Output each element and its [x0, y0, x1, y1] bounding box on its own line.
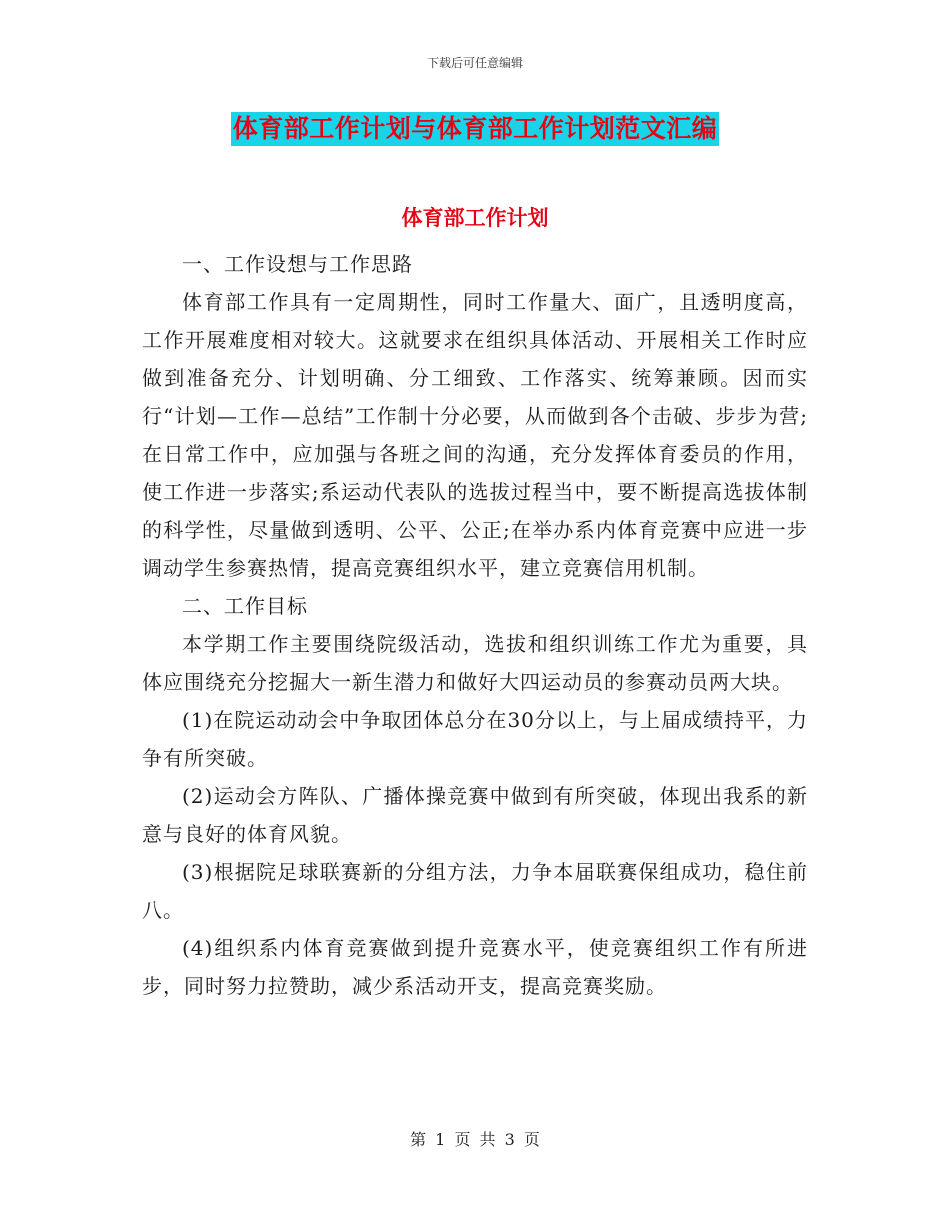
- goal-item-4: (4)组织系内体育竞赛做到提升竞赛水平，使竞赛组织工作有所进步，同时努力拉赞助，减少系活动开支，提高竞赛奖励。: [142, 936, 808, 998]
- document-body: [142, 245, 808, 1005]
- goal-item-1: (1)在院运动动会中争取团体总分在30分以上，与上届成绩持平，力争有所突破。: [142, 708, 808, 770]
- page-footer: 第 1 页 共 3 页: [410, 1130, 540, 1149]
- paragraph-work-ideas: 体育部工作具有一定周期性，同时工作量大、面广，且透明度高，工作开展难度相对较大。这就要求在组织具体活动、开展相关工作时应做到准备充分、计划明确、分工细致、工作落实、统筹兼顾。因而实行“计划—工作—总结”工作制十分必要，从而做到各个击破、步步为营;在日常工作中，应加强与各班之间的沟通，充分发挥体育委员的作用，使工作进一步落实;系运动代表队的选拔过程当中，要不断提高选拔体制的科学性，尽量做到透明、公平、公正;在举办系内体育竞赛中应进一步调动学生参赛热情，提高竞赛组织水平，建立竞赛信用机制。: [142, 290, 808, 580]
- heading-work-goals: 二、工作目标: [182, 594, 308, 618]
- document-title-wrap: [0, 112, 950, 146]
- section-title: 体育部工作计划: [401, 206, 549, 230]
- document-title: 体育部工作计划与体育部工作计划范文汇编: [231, 112, 720, 146]
- paragraph-work-goals: 本学期工作主要围绕院级活动，选拔和组织训练工作尤为重要，具体应围绕充分挖掘大一新生潜力和做好大四运动员的参赛动员两大块。: [142, 632, 808, 694]
- header-note: 下载后可任意编辑: [426, 56, 523, 70]
- goal-item-3: (3)根据院足球联赛新的分组方法，力争本届联赛保组成功，稳住前八。: [142, 860, 808, 922]
- goal-item-2: (2)运动会方阵队、广播体操竞赛中做到有所突破，体现出我系的新意与良好的体育风貌。: [142, 784, 808, 846]
- heading-work-ideas: 一、工作设想与工作思路: [182, 252, 413, 276]
